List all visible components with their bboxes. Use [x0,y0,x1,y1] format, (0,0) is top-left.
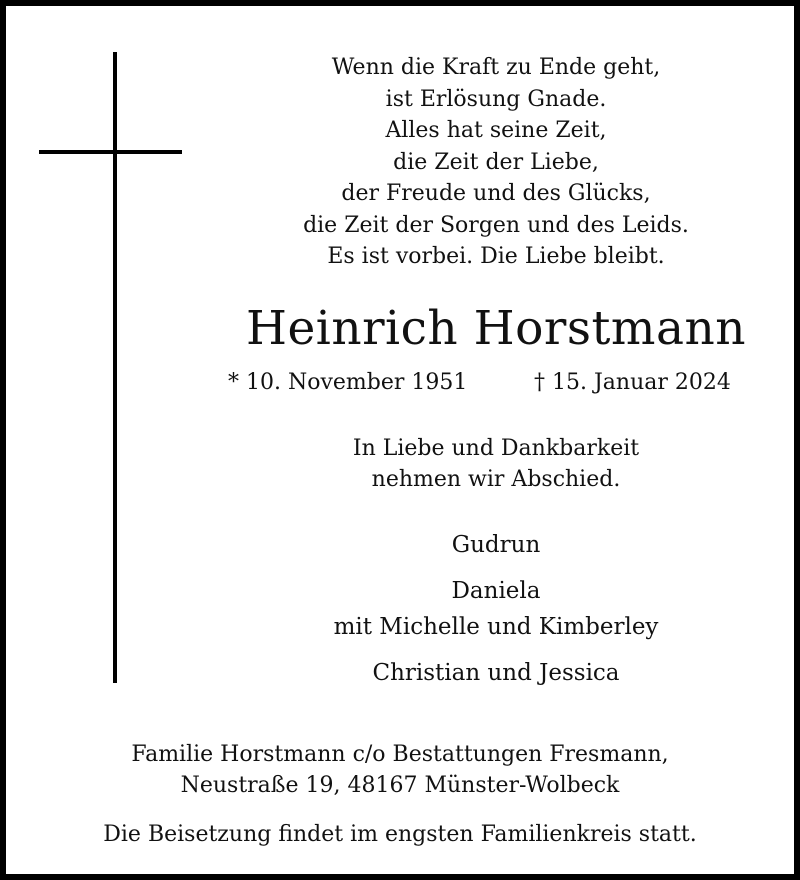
poem-line: ist Erlösung Gnade. [385,86,607,112]
farewell-line: In Liebe und Dankbarkeit [352,436,640,461]
poem-line: die Zeit der Liebe, [393,149,599,175]
cross-vertical-bar [113,52,117,683]
mourner-christian-jessica: Christian und Jessica [372,660,620,686]
poem-line: Alles hat seine Zeit, [385,118,607,143]
deceased-name: Heinrich Horstmann [245,301,747,356]
farewell-message [266,433,726,495]
poem-line: die Zeit der Sorgen und des Leids. [303,212,689,238]
contact-line: Familie Horstmann c/o Bestattungen Fresmann, [131,742,669,767]
death-date: † 15. Januar 2024 [534,370,731,395]
poem-line: Es ist vorbei. Die Liebe bleibt. [327,244,665,269]
mourner-daniela: Daniela [451,578,541,604]
birth-date: * 10. November 1951 [228,370,468,395]
contact-line: Neustraße 19, 48167 Münster-Wolbeck [180,773,620,798]
contact-address [6,739,794,801]
poem [266,52,726,273]
farewell-line: nehmen wir Abschied. [371,467,621,492]
mourner-gudrun: Gudrun [451,532,541,558]
funeral-note: Die Beisetzung findet im engsten Familienkreis statt. [103,822,697,847]
poem-line: Wenn die Kraft zu Ende geht, [331,55,661,80]
mourner-daniela-children: mit Michelle und Kimberley [333,614,659,640]
poem-line: der Freude und des Glücks, [341,181,651,206]
cross-horizontal-bar [39,150,182,154]
